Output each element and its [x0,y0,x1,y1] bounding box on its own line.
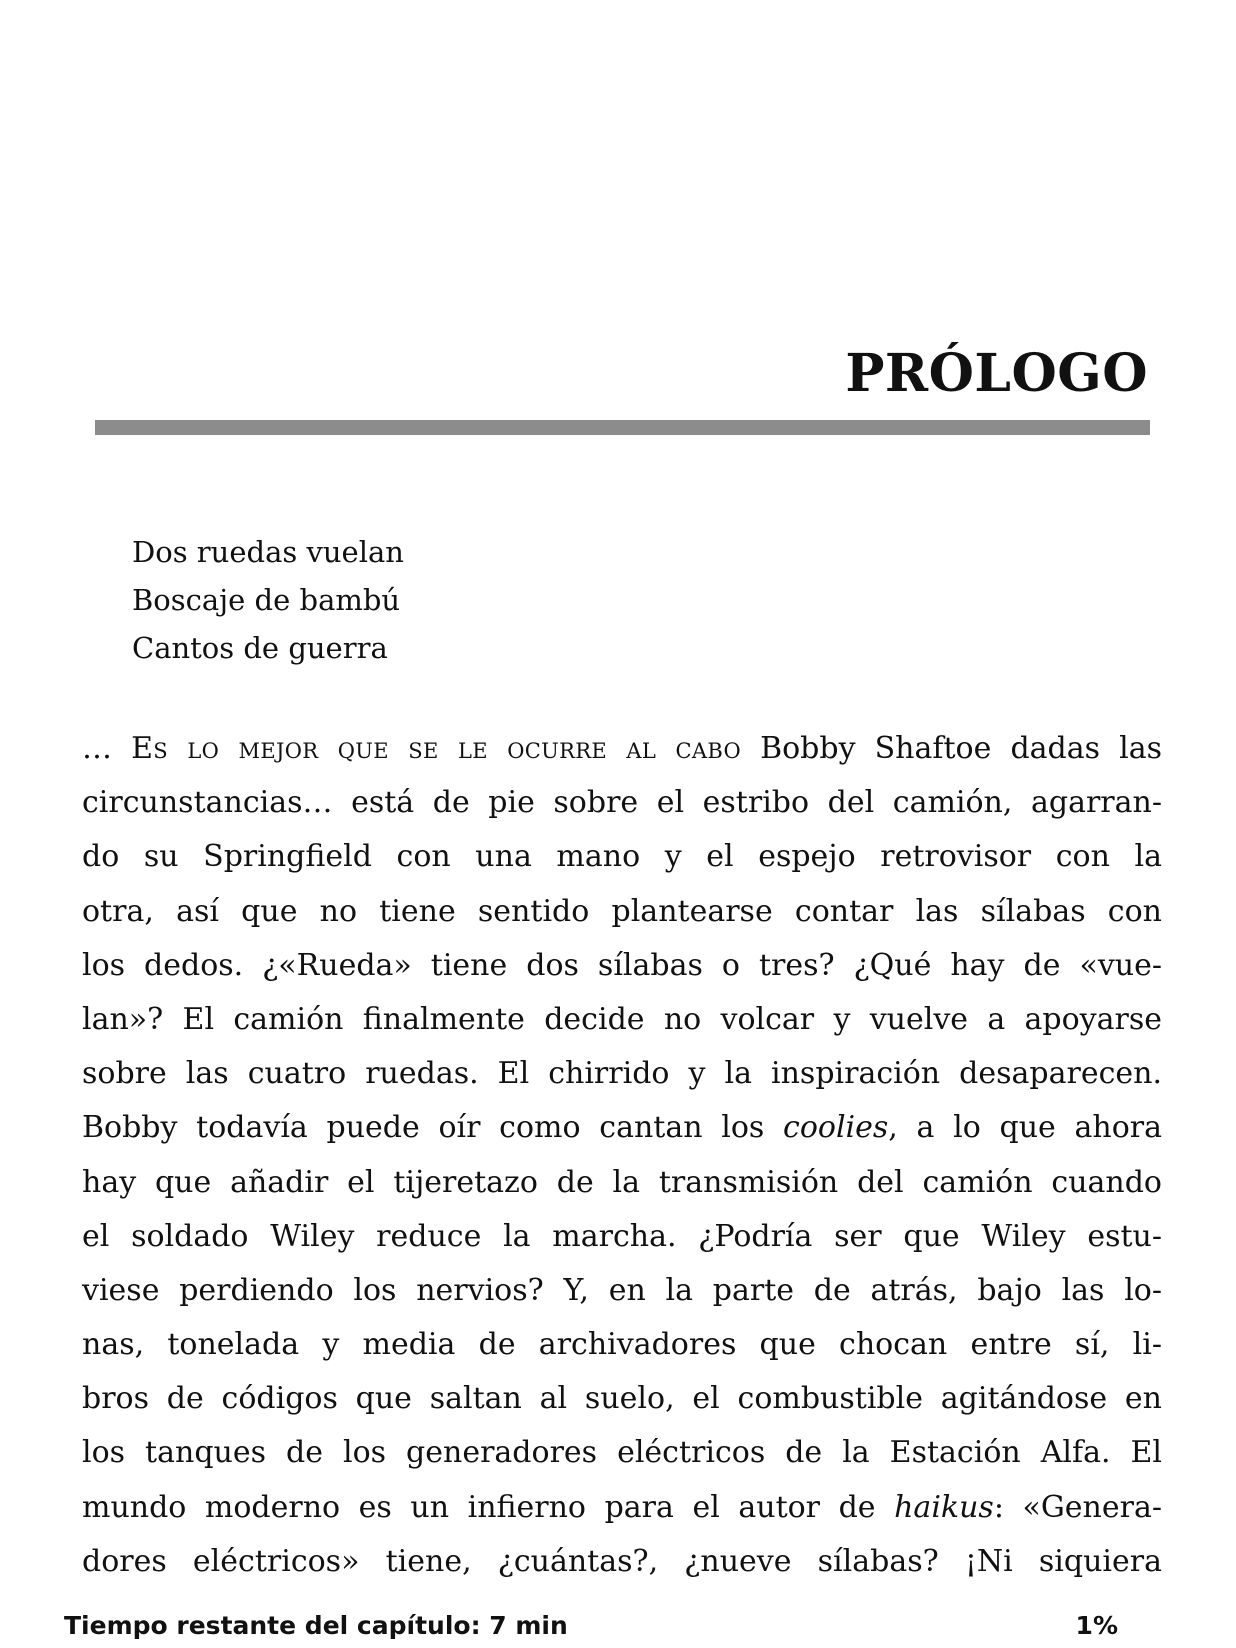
body-line: los dedos. ¿«Rueda» tiene dos sílabas o tres? ¿Qué hay de «vue- [82,947,1162,983]
body-line: hay que añadir el tijeretazo de la transmisión del camión cuando [82,1164,1162,1200]
body-line-before: mundo moderno es un infierno para el autor de [82,1489,895,1525]
italic-word: haikus [894,1489,994,1525]
reading-footer [64,1608,1118,1644]
body-line: do su Springfield con una mano y el espejo retrovisor con la [82,839,1162,875]
reading-progress-percent[interactable]: 1% [1075,1611,1118,1640]
body-line [82,722,1162,776]
body-line-rest: Bobby Shaftoe dadas las [740,731,1163,766]
body-line-prefix: … [82,731,132,766]
body-line-after: : «Genera- [993,1489,1162,1525]
italic-word: coolies [783,1110,889,1146]
body-line: circunstancias… está de pie sobre el estribo del camión, agarran- [82,785,1162,821]
small-caps-lead: Es lo mejor que se le ocurre al cabo [131,731,741,766]
haiku-epigraph [132,528,404,672]
body-line-after: , a lo que ahora [888,1110,1162,1146]
body-line [82,1481,1162,1535]
body-line: los tanques de los generadores eléctricos de la Estación Alfa. El [82,1435,1162,1471]
haiku-line: Dos ruedas vuelan [132,535,404,569]
title-rule [95,420,1150,435]
body-line [82,1101,1162,1155]
chapter-title: PRÓLOGO [845,343,1148,404]
body-line: viese perdiendo los nervios? Y, en la parte de atrás, bajo las lo- [82,1272,1162,1308]
body-line: lan»? El camión finalmente decide no volcar y vuelve a apoyarse [82,1001,1162,1037]
haiku-line: Boscaje de bambú [132,583,401,617]
body-line: dores eléctricos» tiene, ¿cuántas?, ¿nueve sílabas? ¡Ni siquiera [82,1543,1162,1579]
body-line: nas, tonelada y media de archivadores que chocan entre sí, li- [82,1327,1162,1363]
body-line: el soldado Wiley reduce la marcha. ¿Podría ser que Wiley estu- [82,1218,1162,1254]
body-line: bros de códigos que saltan al suelo, el combustible agitándose en [82,1381,1162,1417]
body-line-before: Bobby todavía puede oír como cantan los [82,1110,784,1146]
body-line: sobre las cuatro ruedas. El chirrido y la inspiración desaparecen. [82,1056,1162,1092]
chapter-time-remaining[interactable]: Tiempo restante del capítulo: 7 min [64,1611,568,1640]
haiku-line: Cantos de guerra [132,631,388,665]
body-text [82,722,1162,1589]
body-line: otra, así que no tiene sentido plantearse contar las sílabas con [82,893,1162,929]
